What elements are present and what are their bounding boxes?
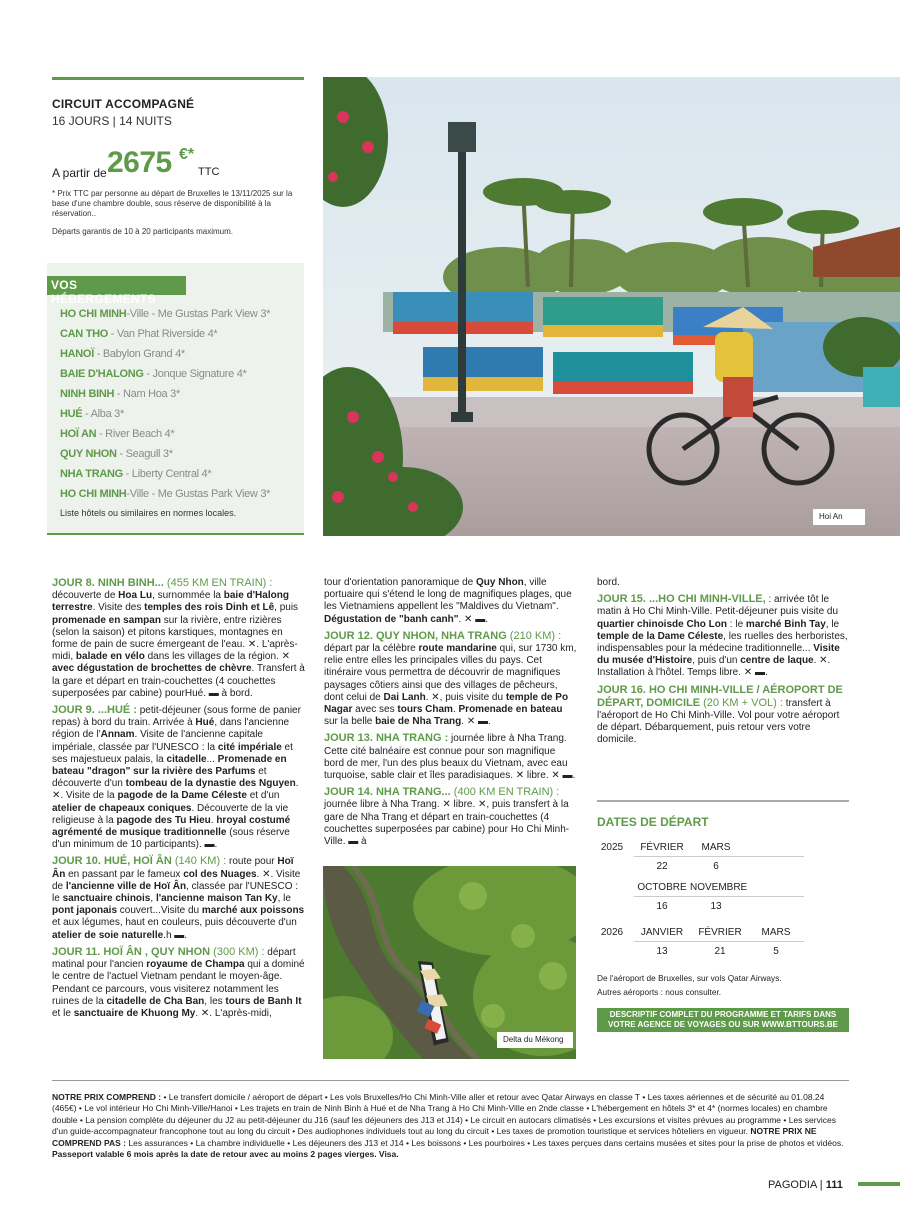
date-month: JANVIER (640, 927, 684, 938)
itinerary-day: JOUR 11. HOÏ ÂN , QUY NHON (300 KM) : départ matinal pour l'ancien royaume de Champa qui a dominé le centre de l'actuel Vietnam pendant le moyen-âge. Pendant ce parcours, vous visiterez notamment les ruines de la citadelle de Cha Ban, les tours de Banh It et le sanctuaire de Khuong My. ✕. L'après-midi, (52, 945, 305, 1019)
itinerary-day: JOUR 13. NHA TRANG : journée libre à Nha Trang. Cette cité balnéaire est connue pour son magnifique bord de mer, l'un des plus beaux du Vietnam, avec eau turquoise, sable clair et îles paradisiaques. ✕ libre. ✕ ▬. (324, 732, 576, 782)
date-month: OCTOBRE (637, 882, 687, 893)
hoi-an-illustration (323, 77, 900, 536)
price-amount: 2675 (107, 146, 172, 179)
itinerary-day: JOUR 10. HUÉ, HOÏ ÂN (140 KM) : route pour Hoï Ân en passant par le fameux col des Nuages. ✕. Visite de l'ancienne ville de Hoï Ân, classée par l'UNESCO : le sanctuaire chinois, l'ancienne maison Tan Ky, le pont japonais couvert...Visite du marché aux poissons et aux légumes, haut en couleurs, puis découverte d'un atelier de soie naturelle.h ▬. (52, 855, 305, 941)
hotel-item: HUÉ - Alba 3* (60, 408, 124, 420)
page-bar (858, 1182, 900, 1186)
date-day: 21 (714, 946, 726, 957)
date-month: FÉVRIER (698, 927, 742, 938)
program-banner: DESCRIPTIF COMPLET DU PROGRAMME ET TARIFS DANS VOTRE AGENCE DE VOYAGES OU SUR WWW.BTTOURS.BE (597, 1008, 849, 1032)
date-month: MARS (761, 927, 791, 938)
itinerary-day: JOUR 8. NINH BINH... (455 KM EN TRAIN) : découverte de Hoa Lu, surnommée la baie d'Halong terrestre. Visite des temples des rois Dinh et Lê, puis promenade en sampan sur la rivière, entre rizières (selon la saison) et pitons karstiques, montagnes en forme de pain de sucre émergeant de l'eau. ✕. L'après-midi, balade en vélo dans les villages de la région. ✕ avec dégustation de brochettes de chèvre. Transfert à la gare et départ en train-couchettes (4 couchettes superposées par cabine) pourHué. ▬ à bord. (52, 577, 305, 699)
date-day: 16 (656, 901, 668, 912)
date-day: 5 (773, 946, 779, 957)
row-divider (634, 896, 804, 897)
date-month: FÉVRIER (640, 842, 684, 853)
hotel-item: QUY NHON - Seagull 3* (60, 448, 173, 460)
itinerary-day: JOUR 14. NHA TRANG... (400 KM EN TRAIN) : journée libre à Nha Trang. ✕ libre. ✕, puis transfert à la gare de Nha Trang et départ en train-couchettes (4 couchettes superposées par cabine) pour Ho Chi Minh-Ville. ▬ à (324, 786, 570, 848)
circuit-title: CIRCUIT ACCOMPAGNÉ (52, 97, 195, 111)
date-day: 22 (656, 861, 668, 872)
hotel-item: BAIE D'HALONG - Jonque Signature 4* (60, 368, 247, 380)
photo-caption: Hoi An (813, 509, 865, 525)
airport-note: De l'aéroport de Bruxelles, sur vols Qatar Airways. Autres aéroports : nous consulter. (597, 973, 782, 997)
hotel-item: HO CHI MINH-Ville - Me Gustas Park View 3* (60, 488, 271, 500)
header-rule (52, 77, 304, 80)
date-day: 6 (713, 861, 719, 872)
hotel-item: NINH BINH - Nam Hoa 3* (60, 388, 180, 400)
page-footer: PAGODIA | 111 (768, 1179, 843, 1191)
date-month: MARS (701, 842, 731, 853)
hotel-item: HO CHI MINH-Ville - Me Gustas Park View 3* (60, 308, 271, 320)
dates-rule (597, 800, 849, 802)
price-currency: €* (179, 146, 195, 163)
hotel-item: HANOÏ - Babylon Grand 4* (60, 348, 185, 360)
mekong-delta-photo (323, 866, 576, 1059)
price-suffix: TTC (198, 166, 220, 178)
brand-name: PAGODIA (768, 1179, 817, 1191)
hotels-title: VOS HÉBERGEMENTS (47, 276, 186, 295)
row-divider (634, 856, 804, 857)
itinerary-column-1 (52, 577, 307, 1024)
price-conditions: NOTRE PRIX COMPREND : • Le transfert domicile / aéroport de départ • Les vols Bruxelles/Ho Chi Minh-Ville aller et retour avec Qatar Airways en classe T • Les taxes aériennes et de sécurité au 01.08.24 (465€) • Le vol intérieur Ho Chi Minh-Ville/Hanoi • Les trajets en train de Ninh Binh à Hué et de Nha Trang à Ho Chi Minh-Ville en 2nde classe • L'hébergement en hôtels 3* et 4* (normes locales) en chambre double • La pension complète du déjeuner du J2 au petit-déjeuner du J16 (sauf les déjeuners des J13 et J14) • Le circuit en autocars climatisés • Les excursions et visites prévues au programme • Les services d'un guide-accompagnateur francophone tout au long du circuit • Des audiophones individuels tout au long du circuit • Les taxes de promotion touristique et services hôteliers en vigueur. NOTRE PRIX NE COMPREND PAS : Les assurances • La chambre individuelle • Les déjeuners des J13 et J14 • Les boissons • Les pourboires • Les taxes perçues dans certains musées et sites pour la prise de photos et vidéos. Passeport valable 6 mois après la date de retour avec au moins 2 pages vierges. Visa. (52, 1092, 844, 1160)
itinerary-day: JOUR 15. ...HO CHI MINH-VILLE, : arrivée tôt le matin à Ho Chi Minh-Ville. Petit-déjeuner puis visite du quartier chinoisde Cho Lon : le marché Binh Tay, le temple de la Dame Céleste, les ruelles des herboristes, indispensables pour la médecine traditionnelle... Visite du musée d'Histoire, puis d'un centre de laque. ✕. Installation à l'hôtel. Temps libre. ✕ ▬. (597, 593, 848, 679)
hotel-item: HOÏ AN - River Beach 4* (60, 428, 175, 440)
departures-note: Départs garantis de 10 à 20 participants maximum. (52, 227, 233, 236)
price-prefix: A partir de (52, 166, 107, 180)
dates-title: DATES DE DÉPART (597, 815, 709, 829)
hotel-item: NHA TRANG - Liberty Central 4* (60, 468, 212, 480)
itinerary-column-3: bord. JOUR 15. ...HO CHI MINH-VILLE, : arrivée tôt le matin à Ho Chi Minh-Ville. Petit-déjeuner puis visite du quartier chinoisde Cho Lon : le marché Binh Tay, le temple de la Dame Céleste, les ruelles des herboristes, indispensables pour la médecine traditionnelle... Visite du musée d'Histoire, puis d'un centre de laque. ✕. Installation à l'hôtel. Temps libre. ✕ ▬. JOUR 16. HO CHI MINH-VILLE / AÉROPORT DE DÉPART, DOMICILE (20 KM + VOL) : transfert à l'aéroport de Ho Chi Minh-Ville. Vol pour votre aéroport de départ. Débarquement, puis retour vers votre domicile. (597, 577, 852, 751)
itinerary-day: JOUR 12. QUY NHON, NHA TRANG (210 KM) : départ par la célèbre route mandarine qui, sur 1730 km, relie entre elles les principales villes du pays. Cet itinéraire vous permettra de découvrir de magnifiques paysages côtiers ainsi que des villages de pêcheurs, dont celui de Dai Lanh. ✕, puis visite du temple de Po Nagar avec ses tours Cham. Promenade en bateau sur la belle baie de Nha Trang. ✕ ▬. (324, 629, 577, 728)
date-year: 2025 (600, 842, 624, 853)
date-month: NOVEMBRE (690, 882, 748, 893)
itinerary-day: JOUR 16. HO CHI MINH-VILLE / AÉROPORT DE DÉPART, DOMICILE (20 KM + VOL) : transfert à l'aéroport de Ho Chi Minh-Ville. Vol pour votre aéroport de départ. Débarquement, puis retour vers votre domicile. (597, 683, 843, 746)
footer-rule (52, 1080, 849, 1081)
date-day: 13 (656, 946, 668, 957)
page-number: 111 (825, 1179, 843, 1191)
circuit-duration: 16 JOURS | 14 NUITS (52, 114, 172, 128)
date-day: 13 (710, 901, 722, 912)
row-divider (634, 941, 804, 942)
mekong-delta-illustration (323, 866, 576, 1059)
photo-caption: Delta du Mékong (497, 1032, 573, 1048)
hotels-note: Liste hôtels ou similaires en normes locales. (60, 508, 237, 518)
price-note: * Prix TTC par personne au départ de Bruxelles le 13/11/2025 sur la base d'une chambre double, sous réserve de disponibilité à la réservation.. (52, 189, 293, 218)
hotel-item: CAN THO - Van Phat Riverside 4* (60, 328, 218, 340)
hoi-an-photo (323, 77, 900, 536)
itinerary-day: JOUR 9. ...HUÉ : petit-déjeuner (sous forme de panier repas) à bord du train. Arrivée à Hué, dans l'ancienne région de l'Annam. Visite de l'ancienne capitale impériale, classée par l'UNESCO : la cité impériale et ses majestueux palais, la citadelle... Promenade en bateau "dragon" sur la rivière des Parfums et découverte d'un tombeau de la dynastie des Nguyen. ✕. Visite de la pagode de la Dame Céleste et d'un atelier de chapeaux coniques. Découverte de la vie religieuse à la pagode des Tu Hieu. hroyal costumé agrémenté de musique traditionnelle (sous réserve d'un minimum de 10 participants). ▬. (52, 704, 301, 851)
date-year: 2026 (600, 927, 624, 938)
itinerary-column-2: tour d'orientation panoramique de Quy Nhon, ville portuaire qui s'étend le long de magnifiques plages, que les Vietnamiens appellent les "Maldives du Vietnam". Dégustation de "banh canh". ✕ ▬. JOUR 12. QUY NHON, NHA TRANG (210 KM) : départ par la célèbre route mandarine qui, sur 1730 km, relie entre elles les principales villes du pays. Cet itinéraire vous permettra de découvrir de magnifiques paysages côtiers ainsi que des villages de pêcheurs, dont celui de Dai Lanh. ✕, puis visite du temple de Po Nagar avec ses tours Cham. Promenade en bateau sur la belle baie de Nha Trang. ✕ ▬. JOUR 13. NHA TRANG : journée libre à Nha Trang. Cette cité balnéaire est connue pour son magnifique bord de mer, l'un des plus beaux du Vietnam, avec eau turquoise, sable clair et îles paradisiaques. ✕ libre. ✕ ▬. JOUR 14. NHA TRANG... (400 KM EN TRAIN) : journée libre à Nha Trang. ✕ libre. ✕, puis transfert à la gare de Nha Trang et départ en train-couchettes (4 couchettes superposées par cabine) pour Ho Chi Minh-Ville. ▬ à (324, 577, 577, 848)
